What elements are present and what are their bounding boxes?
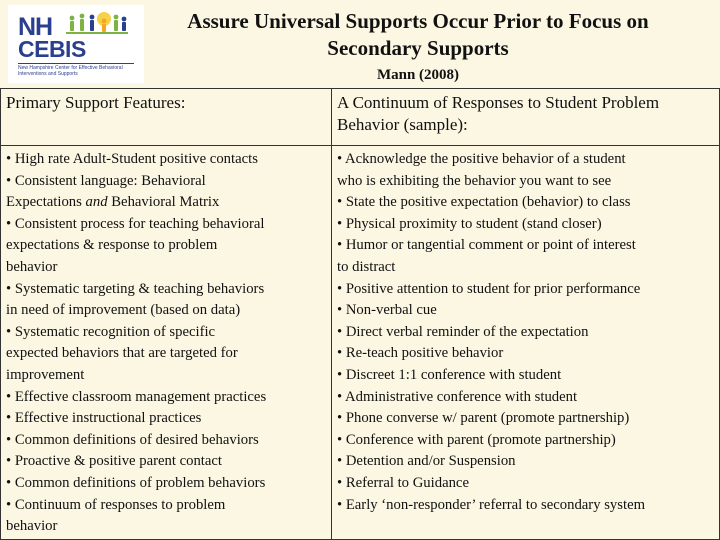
list-item: behavior: [6, 518, 58, 535]
list-item: • Discreet 1:1 conference with student: [337, 366, 562, 383]
list-item: [6, 192, 327, 214]
list-item-italic: and: [85, 194, 108, 211]
list-item: expectations & response to problem: [6, 237, 218, 254]
nh-cebis-logo: [8, 5, 144, 83]
list-item: in need of improvement (based on data): [6, 302, 241, 319]
list-item: • Early ‘non-responder’ referral to secondary system: [337, 496, 646, 513]
list-item: behavior: [6, 258, 58, 275]
list-item: expected behaviors that are targeted for: [6, 345, 238, 362]
list-item: • Phone converse w/ parent (promote partnership): [337, 410, 630, 427]
slide-subtitle: Mann (2008): [376, 67, 460, 83]
list-item: to distract: [337, 258, 396, 275]
list-item: • Non-verbal cue: [337, 302, 437, 319]
list-item: • Common definitions of problem behaviors: [6, 474, 266, 491]
list-item: • Acknowledge the positive behavior of a student: [337, 151, 626, 167]
list-item: • Detention and/or Suspension: [337, 453, 516, 470]
table-body-row: [1, 146, 720, 540]
primary-support-features-list: [1, 146, 332, 540]
right-column-heading: A Continuum of Responses to Student Problem Behavior (sample):: [332, 89, 720, 146]
logo-nh-text: NH: [18, 13, 53, 41]
list-item: • Referral to Guidance: [337, 474, 469, 491]
people-figures-icon: [64, 9, 130, 39]
logo-cebis-text: CEBIS: [18, 36, 86, 62]
list-item: • Positive attention to student for prior performance: [337, 280, 641, 297]
list-item: improvement: [6, 366, 85, 383]
list-item: • Common definitions of desired behaviors: [6, 431, 259, 448]
list-item-part: Behavioral Matrix: [111, 194, 220, 211]
list-item: • Direct verbal reminder of the expectation: [337, 323, 589, 340]
list-item: who is exhibiting the behavior you want to see: [337, 172, 612, 189]
list-item: • Physical proximity to student (stand closer): [337, 215, 602, 232]
slide-header: [0, 0, 720, 88]
list-item: • Systematic targeting & teaching behaviors: [6, 280, 265, 297]
list-item: • Humor or tangential comment or point of interest: [337, 237, 636, 254]
list-item: • Proactive & positive parent contact: [6, 453, 223, 470]
comparison-table: [0, 88, 720, 540]
list-item: • Administrative conference with student: [337, 388, 578, 405]
list-item-part: Expectations: [6, 194, 82, 211]
list-item: • Re-teach positive behavior: [337, 345, 504, 362]
slide-title: Assure Universal Supports Occur Prior to Focus on Secondary Supports: [187, 9, 649, 60]
list-item: • Consistent language: Behavioral: [6, 172, 206, 189]
list-item: • Effective instructional practices: [6, 410, 202, 427]
list-item: • Consistent process for teaching behavioral: [6, 215, 265, 232]
list-item: • Continuum of responses to problem: [6, 496, 226, 513]
list-item: • State the positive expectation (behavior) to class: [337, 194, 631, 211]
table-header-row: [1, 89, 720, 146]
list-item: • High rate Adult-Student positive contacts: [6, 151, 258, 167]
list-item: • Systematic recognition of specific: [6, 323, 216, 340]
logo-tagline: New Hampshire Center for Effective Behavioral Interventions and Supports: [18, 63, 134, 77]
continuum-of-responses-list: [332, 146, 720, 540]
list-item: • Conference with parent (promote partnership): [337, 431, 616, 448]
left-column-heading: Primary Support Features:: [1, 89, 332, 146]
list-item: • Effective classroom management practices: [6, 388, 267, 405]
